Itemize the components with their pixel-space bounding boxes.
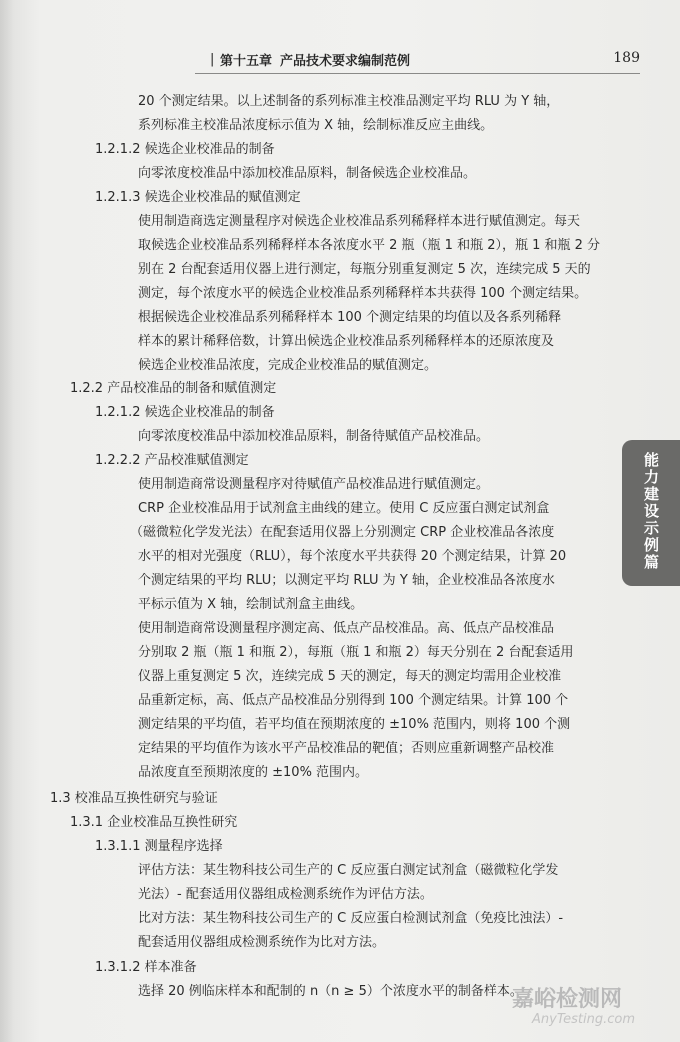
body-line: 平标示值为 X 轴，绘制试剂盒主曲线。 bbox=[138, 597, 364, 612]
body-line: 向零浓度校准品中添加校准品原料，制备待赋值产品校准品。 bbox=[138, 429, 490, 444]
body-line: 测定结果的平均值，若平均值在预期浓度的 ±10% 范围内，则将 100 个测 bbox=[138, 717, 571, 732]
body-line: 使用制造商常设测量程序测定高、低点产品校准品。高、低点产品校准品 bbox=[138, 621, 555, 636]
subsection-heading: 1.2.1.3 候选企业校准品的赋值测定 bbox=[95, 190, 301, 205]
body-line: 系列标准主校准品浓度标示值为 X 轴，绘制标准反应主曲线。 bbox=[138, 118, 494, 133]
chapter-label: 第十五章 bbox=[220, 54, 273, 69]
subsection-heading: 1.2.1.2 候选企业校准品的制备 bbox=[95, 142, 275, 157]
section-heading: 1.2.2 产品校准品的制备和赋值测定 bbox=[70, 381, 277, 396]
body-line: （磁微粒化学发光法）在配套适用仪器上分别测定 CRP 企业校准品各浓度 bbox=[130, 525, 555, 540]
header-rule bbox=[195, 73, 640, 74]
body-line: 评估方法：某生物科技公司生产的 C 反应蛋白测定试剂盒（磁微粒化学发 bbox=[138, 863, 559, 878]
body-line: 分别取 2 瓶（瓶 1 和瓶 2），每瓶（瓶 1 和瓶 2）每天分别在 2 台配套适用 bbox=[138, 645, 574, 660]
body-line: 定结果的平均值作为该水平产品校准品的靶值；否则应重新调整产品校准 bbox=[138, 741, 555, 756]
body-line: CRP 企业校准品用于试剂盒主曲线的建立。使用 C 反应蛋白测定试剂盒 bbox=[138, 501, 550, 516]
body-line: 个测定结果的平均 RLU；以测定平均 RLU 为 Y 轴，企业校准品各浓度水 bbox=[138, 573, 555, 588]
chapter-title: 产品技术要求编制范例 bbox=[280, 54, 411, 69]
body-line: 向零浓度校准品中添加校准品原料，制备候选企业校准品。 bbox=[138, 166, 477, 181]
body-line: 别在 2 台配套适用仪器上进行测定，每瓶分别重复测定 5 次，连续完成 5 天的 bbox=[138, 262, 591, 277]
watermark-cn: 嘉峪检测网 bbox=[512, 987, 623, 1012]
side-tab-label: 能力建设示例篇 bbox=[642, 452, 660, 571]
body-line: 候选企业校准品浓度，完成企业校准品的赋值测定。 bbox=[138, 358, 438, 373]
body-line: 根据候选企业校准品系列稀释样本 100 个测定结果的均值以及各系列稀释 bbox=[138, 310, 562, 325]
page-number: 189 bbox=[613, 50, 640, 66]
header-bar: | bbox=[210, 52, 215, 67]
body-line: 仪器上重复测定 5 次，连续完成 5 天的测定，每天的测定均需用企业校准 bbox=[138, 669, 562, 684]
body-line: 光法）- 配套适用仪器组成检测系统作为评估方法。 bbox=[138, 887, 433, 902]
body-line: 测定，每个浓度水平的候选企业校准品系列稀释样本共获得 100 个测定结果。 bbox=[138, 286, 588, 301]
subsection-heading: 1.3.1.1 测量程序选择 bbox=[95, 839, 223, 854]
subsection-heading: 1.2.1.2 候选企业校准品的制备 bbox=[95, 405, 275, 420]
chapter-side-tab bbox=[622, 440, 680, 586]
body-line: 样本的累计稀释倍数，计算出候选企业校准品系列稀释样本的还原浓度及 bbox=[138, 334, 555, 349]
body-line: 20 个测定结果。以上述制备的系列标准主校准品测定平均 RLU 为 Y 轴， bbox=[138, 94, 560, 109]
body-line: 选择 20 例临床样本和配制的 n（n ≥ 5）个浓度水平的制备样本。 bbox=[138, 984, 523, 999]
subsection-heading: 1.2.2.2 产品校准赋值测定 bbox=[95, 453, 249, 468]
body-line: 使用制造商常设测量程序对待赋值产品校准品进行赋值测定。 bbox=[138, 477, 490, 492]
body-line: 使用制造商选定测量程序对候选企业校准品系列稀释样本进行赋值测定。每天 bbox=[138, 214, 581, 229]
subsection-heading: 1.3.1.2 样本准备 bbox=[95, 960, 197, 975]
body-line: 比对方法：某生物科技公司生产的 C 反应蛋白检测试剂盒（免疫比浊法）- bbox=[138, 911, 564, 926]
body-line: 品重新定标，高、低点产品校准品分别得到 100 个测定结果。计算 100 个 bbox=[138, 693, 569, 708]
body-line: 水平的相对光强度（RLU），每个浓度水平共获得 20 个测定结果，计算 20 bbox=[138, 549, 567, 564]
section-heading: 1.3.1 企业校准品互换性研究 bbox=[70, 815, 238, 830]
running-header bbox=[210, 50, 640, 74]
body-line: 取候选企业校准品系列稀释样本各浓度水平 2 瓶（瓶 1 和瓶 2），瓶 1 和瓶 2 分 bbox=[138, 238, 601, 253]
body-line: 配套适用仪器组成检测系统作为比对方法。 bbox=[138, 935, 386, 950]
watermark-en: AnyTesting.com bbox=[532, 1012, 636, 1027]
body-line: 品浓度直至预期浓度的 ±10% 范围内。 bbox=[138, 765, 369, 780]
section-heading: 1.3 校准品互换性研究与验证 bbox=[50, 791, 218, 806]
